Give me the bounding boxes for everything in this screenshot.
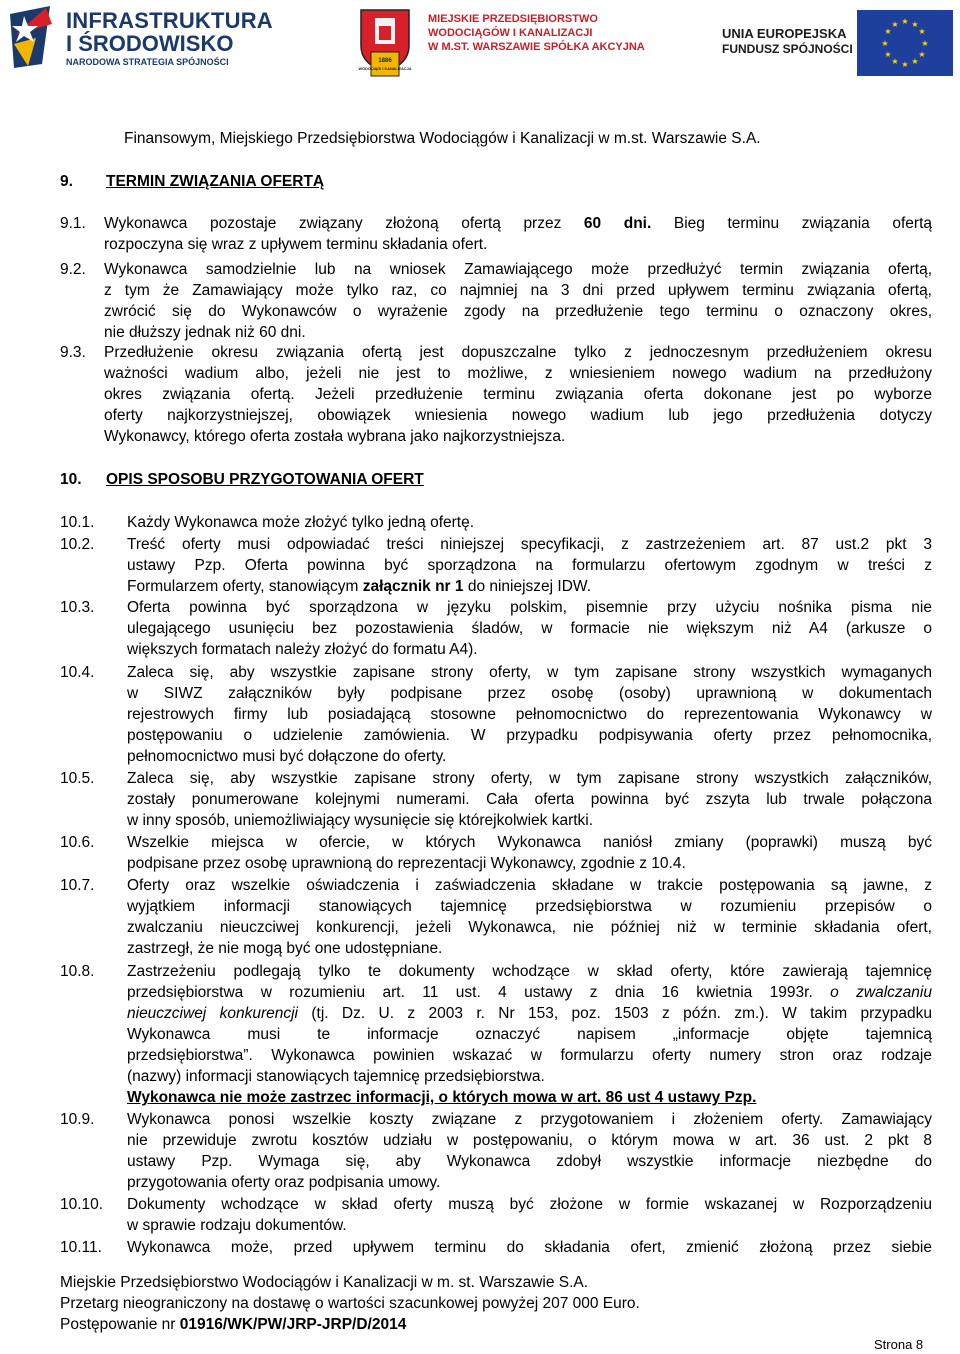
item-9-2-line4: nie dłuższy jednak niż 60 dni. — [104, 324, 306, 341]
city-crest-logo — [357, 6, 413, 88]
svg-text:★: ★ — [911, 20, 919, 29]
item-10-7-line1: Oferty oraz wszelkie oświadczenia i zaświadczenia składane w trakcie postępowania są jawne, z — [127, 877, 932, 894]
item-10-8-line1: Zastrzeżeniu podlegają tylko te dokumenty wchodzące w skład oferty, które zawierają tajemnicę — [127, 963, 932, 980]
item-10-4-line5: pełnomocnictwo musi być dołączone do oferty. — [127, 748, 447, 765]
item-9-1-line2: rozpoczyna się wraz z upływem terminu składania ofert. — [104, 236, 488, 253]
item-9-2-line2: z tym że Zamawiający może tylko raz, co najmniej na 3 dni przed upływem terminu związania ofertą, — [104, 282, 932, 299]
crest-text: WODOCIĄGI I KANALIZACJA — [358, 67, 412, 71]
svg-text:★: ★ — [884, 27, 892, 36]
item-10-8-number: 10.8. — [60, 963, 95, 980]
item-9-1-number: 9.1. — [60, 215, 86, 232]
item-9-2-line1: Wykonawca samodzielnie lub na wniosek Zamawiającego może przedłużyć termin związania ofertą, — [104, 261, 932, 278]
svg-text:★: ★ — [881, 39, 889, 48]
item-10-9-line3: ustawy Pzp. Wymaga się, aby Wykonawca zdobył wszystkie informacje niezbędne do — [127, 1153, 932, 1170]
svg-text:★: ★ — [918, 27, 926, 36]
item-10-8-line3: nieuczciwej konkurencji (tj. Dz. U. z 2003 r. Nr 153, poz. 1503 z późn. zm.). W takim przypadku — [127, 1005, 933, 1022]
svg-text:★: ★ — [891, 57, 899, 66]
item-10-3-line3: większych formatach należy złożyć do formatu A4). — [127, 641, 478, 658]
item-10-2-number: 10.2. — [60, 536, 95, 553]
svg-text:★: ★ — [891, 20, 899, 29]
item-10-8-line2: przedsiębiorstwa w rozumieniu art. 11 ust. 4 ustawy z dnia 16 kwietnia 1993r. o zwalczaniu — [127, 984, 932, 1001]
infrastruktura-emblem-icon — [6, 4, 62, 72]
mpwik-line3: W M.ST. WARSZAWIE SPÓŁKA AKCYJNA — [428, 41, 645, 53]
infrastruktura-logo — [6, 4, 296, 74]
item-10-5-line2: zostały ponumerowane kolejnymi numerami. Cała oferta powinna być zszyta lub trwale połączona — [127, 791, 932, 808]
item-10-3-number: 10.3. — [60, 599, 95, 616]
svg-text:★: ★ — [911, 57, 919, 66]
header-logos — [0, 0, 960, 95]
footer-line3: Postępowanie nr 01916/WK/PW/JRP-JRP/D/2014 — [60, 1316, 407, 1333]
svg-text:★: ★ — [884, 50, 892, 59]
item-10-1-line1: Każdy Wykonawca może złożyć tylko jedną ofertę. — [127, 514, 475, 531]
intro-line: Finansowym, Miejskiego Przedsiębiorstwa Wodociągów i Kanalizacji w m.st. Warszawie S.A. — [124, 130, 761, 147]
item-9-3-line1: Przedłużenie okresu związania ofertą jest dopuszczalne tylko z jednoczesnym przedłużeniem okresu — [104, 344, 932, 361]
item-10-5-line1: Zaleca się, aby wszystkie zapisane strony oferty, w tym zapisane strony wszystkich załączników, — [127, 770, 932, 787]
mpwik-logo — [428, 12, 645, 62]
section-10-number: 10. — [60, 471, 82, 488]
item-10-4-line1: Zaleca się, aby wszystkie zapisane strony oferty, w tym zapisane strony wszystkich wymaganych — [127, 664, 932, 681]
item-10-7-line2: wyjątkiem informacji stanowiących tajemnicę przedsiębiorstwa w rozumieniu przepisów o — [127, 898, 932, 915]
item-10-10-line1: Dokumenty wchodzące w skład oferty muszą być złożone w formie wskazanej w Rozporządzeniu — [127, 1196, 932, 1213]
item-10-3-line1: Oferta powinna być sporządzona w języku polskim, pisemnie przy użyciu nośnika pisma nie — [127, 599, 932, 616]
item-9-1-line1: Wykonawca pozostaje związany złożoną ofertą przez 60 dni. Bieg terminu związania ofertą — [104, 215, 932, 232]
item-10-2-line1: Treść oferty musi odpowiadać treści niniejszej specyfikacji, z zastrzeżeniem art. 87 ust.2 pkt 3 — [127, 536, 932, 553]
item-10-8-line7: Wykonawca nie może zastrzec informacji, o których mowa w art. 86 ust 4 ustawy Pzp. — [127, 1089, 757, 1106]
section-9-title: TERMIN ZWIĄZANIA OFERTĄ — [106, 173, 325, 190]
item-10-4-line2: w SIWZ załączników były podpisane przez osobę (osoby) uprawnioną w dokumentach — [127, 685, 932, 702]
crest-year: 1886 — [378, 58, 392, 64]
item-10-1-number: 10.1. — [60, 514, 95, 531]
item-10-3-line2: ulegającego usunięciu bez pozostawienia śladów, w formacie nie większym niż A4 (arkusze o — [127, 620, 932, 637]
item-10-5-number: 10.5. — [60, 770, 95, 787]
item-9-3-line3: okres związania ofertą. Jeżeli przedłużenie terminu związania oferta dokonane jest po wyborze — [104, 386, 932, 403]
item-10-6-line1: Wszelkie miejsca w ofercie, w których Wykonawca naniósł zmiany (poprawki) muszą być — [127, 834, 932, 851]
logo-left-line3: NARODOWA STRATEGIA SPÓJNOŚCI — [66, 57, 229, 67]
item-10-8-line4: Wykonawca musi te informacje oznaczyć napisem „informacje objęte tajemnicą — [127, 1026, 932, 1043]
item-10-11-number: 10.11. — [60, 1239, 102, 1256]
item-10-11-line1: Wykonawca może, przed upływem terminu do składania ofert, zmienić złożoną przez siebie — [127, 1239, 932, 1256]
crest-icon — [357, 6, 413, 88]
item-10-5-line3: w inny sposób, uniemożliwiający wysunięcie się którejkolwiek kartki. — [127, 812, 594, 829]
item-10-10-number: 10.10. — [60, 1196, 104, 1213]
item-10-4-line4: postępowaniu o udzielenie zamówienia. W przypadku podpisywania oferty przez pełnomocnika, — [127, 727, 932, 744]
item-9-2-number: 9.2. — [60, 261, 86, 278]
item-10-6-line2: podpisane przez osobę uprawnioną do reprezentacji Wykonawcy, zgodnie z 10.4. — [127, 855, 686, 872]
item-10-2-line2: ustawy Pzp. Oferta powinna być sporządzona na formularzu ofertowym zgodnym w treści z — [127, 557, 932, 574]
item-10-9-number: 10.9. — [60, 1111, 95, 1128]
item-10-2-line3: Formularzem oferty, stanowiącym załącznik nr 1 do niniejszej IDW. — [127, 578, 592, 595]
item-10-8-line5: przedsiębiorstwa”. Wykonawca powinien wskazać w formularzu oferty numery stron oraz rodzaje — [127, 1047, 932, 1064]
item-9-3-line5: Wykonawcy, którego oferta została wybrana jako najkorzystniejsza. — [104, 428, 566, 445]
eu-line2: FUNDUSZ SPÓJNOŚCI — [722, 42, 853, 56]
item-10-9-line2: nie przewiduje zwrotu kosztów udziału w postępowaniu, o którym mowa w art. 36 ust. 2 pkt 8 — [127, 1132, 932, 1149]
item-10-9-line1: Wykonawca ponosi wszelkie koszty związane z przygotowaniem i złożeniem oferty. Zamawiający — [127, 1111, 932, 1128]
item-9-3-line4: oferty najkorzystniejszej, obowiązek wniesienia nowego wadium lub jego przedłużenia dotyczy — [104, 407, 932, 424]
item-10-4-line3: rejestrowych firmy lub posiadającą stosowne pełnomocnictwo do reprezentowania Wykonawcy w — [127, 706, 932, 723]
mpwik-line1: MIEJSKIE PRZEDSIĘBIORSTWO — [428, 13, 598, 25]
item-9-2-line3: zwrócić się do Wykonawców o wyrażenie zgody na przedłużenie tego terminu o oznaczony okres, — [104, 303, 932, 320]
eu-line1: UNIA EUROPEJSKA — [722, 26, 847, 41]
svg-text:★: ★ — [918, 50, 926, 59]
item-10-4-number: 10.4. — [60, 664, 95, 681]
logo-left-line2: I ŚRODOWISKO — [66, 31, 234, 56]
item-9-3-number: 9.3. — [60, 344, 86, 361]
item-10-7-line3: zwalczaniu nieuczciwej konkurencji, jeżeli Wykonawca, nie później niż w terminie składania ofert, — [127, 919, 932, 936]
item-10-8-line6: (nazwy) informacji stanowiących tajemnicę przedsiębiorstwa. — [127, 1068, 545, 1085]
item-10-7-number: 10.7. — [60, 877, 95, 894]
svg-text:★: ★ — [901, 60, 909, 69]
eu-logo — [718, 17, 960, 74]
mpwik-line2: WODOCIĄGÓW I KANALIZACJI — [428, 27, 593, 39]
section-9-number: 9. — [60, 173, 73, 190]
section-10-title: OPIS SPOSOBU PRZYGOTOWANIA OFERT — [106, 471, 424, 488]
item-9-3-line2: ważności wadium albo, jeżeli nie jest to możliwe, z wniesieniem nowego wadium na przedłużony — [104, 365, 932, 382]
page-footer — [60, 1272, 640, 1335]
svg-text:★: ★ — [901, 17, 909, 26]
page-number: Strona 8 — [874, 1337, 924, 1352]
svg-text:★: ★ — [921, 39, 929, 48]
item-10-7-line4: zastrzegł, że nie mogą być one udostępniane. — [127, 940, 443, 957]
item-10-6-number: 10.6. — [60, 834, 95, 851]
eu-flag-icon — [857, 10, 953, 76]
footer-line1: Miejskie Przedsiębiorstwo Wodociągów i Kanalizacji w m. st. Warszawie S.A. — [60, 1274, 589, 1291]
item-10-10-line2: w sprawie rodzaju dokumentów. — [127, 1217, 347, 1234]
footer-line2: Przetarg nieograniczony na dostawę o wartości szacunkowej powyżej 207 000 Euro. — [60, 1295, 640, 1312]
item-10-9-line4: przygotowania oferty oraz podpisania umowy. — [127, 1174, 441, 1191]
logo-left-line1: INFRASTRUKTURA — [66, 8, 273, 33]
